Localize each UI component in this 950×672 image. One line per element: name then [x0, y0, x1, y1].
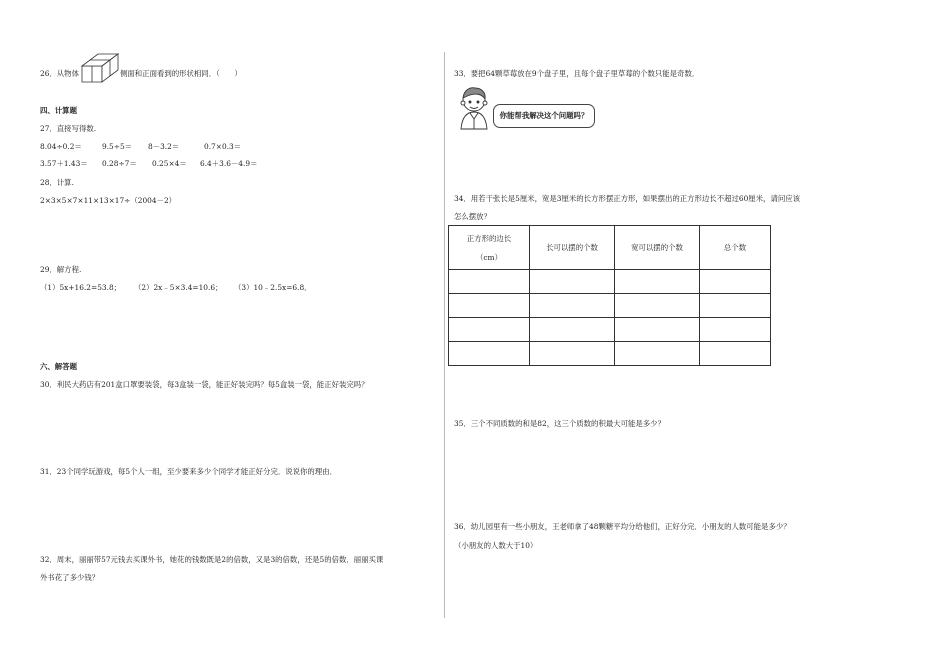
q35-text: 35．三个不同质数的和是82，这三个质数的积最大可能是多少？ [454, 419, 665, 428]
table-row [449, 318, 771, 342]
q27-item: 6.4＋3.6－4.9＝ [200, 159, 258, 168]
q28-title: 28．计算. [40, 178, 74, 187]
table-header-length-count: 长可以摆的个数 [530, 226, 615, 270]
table-row [449, 270, 771, 294]
table-row [449, 342, 771, 366]
boy-cartoon-icon [456, 86, 492, 130]
section-4-heading: 四、计算题 [40, 106, 77, 115]
q27-item: 0.7×0.3＝ [204, 142, 242, 151]
table-header-total: 总个数 [700, 226, 771, 270]
q32-line2: 外书花了多少钱？ [40, 573, 100, 582]
q26-prefix: 26．从物体 [40, 69, 79, 78]
table-header-side-length: 正方形的边长 （cm） [449, 226, 530, 270]
table-header-width-count: 宽可以摆的个数 [615, 226, 700, 270]
q27-item: 9.5÷5＝ [102, 142, 133, 151]
q30-text: 30．利民大药店有201盒口罩要装袋，每3盒装一袋，能正好装完吗？每5盒装一袋，能正好装完吗？ [40, 380, 369, 389]
q36-line1: 36．幼儿园里有一些小朋友，王老师拿了48颗糖平均分给他们，正好分完．小朋友的人数可能是多少？ [454, 522, 791, 531]
q29-equation: （3）10﹣2.5x=6.8． [234, 283, 312, 292]
q33-text: 33．要把64颗草莓放在9个盘子里，且每个盘子里草莓的个数只能是奇数． [454, 69, 700, 78]
q29-title: 29．解方程. [40, 265, 82, 274]
q34-table [448, 225, 771, 366]
q27-item: 8－3.2＝ [148, 142, 180, 151]
column-divider [444, 52, 445, 618]
q27-title: 27．直接写得数. [40, 124, 97, 133]
q28-expression: 2×3×5×7×11×13×17÷（2004－2） [40, 196, 177, 205]
q34-line2: 怎么摆放？ [454, 212, 491, 221]
table-row [449, 294, 771, 318]
q31-text: 31．23个同学玩游戏，每5个人一组，至少要来多少个同学才能正好分完．说说你的理由． [40, 467, 337, 476]
q29-equation: （2）2x﹣5×3.4=10.6； [134, 283, 223, 292]
q32-line1: 32．周末，丽丽带57元钱去买课外书，她花的钱数既是2的倍数，又是3的倍数，还是5的倍数．丽丽买课 [40, 555, 384, 564]
q26-text: 侧面和正面看到的形状相同．（ ） [120, 69, 242, 78]
q27-item: 3.57＋1.43＝ [40, 159, 88, 168]
q27-item: 8.04÷0.2＝ [40, 142, 82, 151]
q27-item: 0.28÷7＝ [102, 159, 137, 168]
q29-equation: （1）5x+16.2=53.8； [40, 283, 122, 292]
q36-line2: （小朋友的人数大于10） [454, 541, 538, 550]
cube-stack-figure [80, 52, 120, 84]
speech-bubble: 你能帮我解决这个问题吗？ [493, 104, 595, 128]
q34-line1: 34．用若干张长是5厘米，宽是3厘米的长方形摆正方形，如果摆出的正方形边长不超过60厘米，请问应该 [454, 194, 801, 203]
section-6-heading: 六、解答题 [40, 362, 77, 371]
q27-item: 0.25×4＝ [152, 159, 187, 168]
